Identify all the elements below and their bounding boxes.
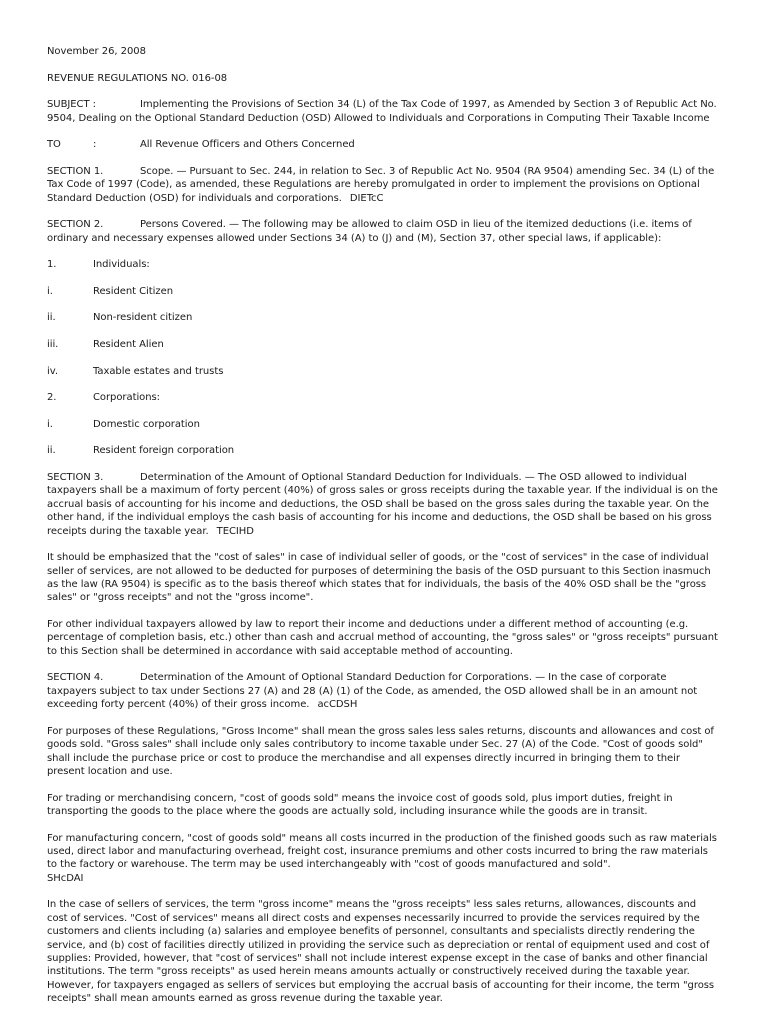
section-4-tag: acCDSH bbox=[317, 699, 358, 711]
list-marker: 1. bbox=[47, 259, 57, 271]
section-2-label: SECTION 2. bbox=[47, 219, 104, 231]
subject-text: Implementing the Provisions of Section 34 (L) of the Tax Code of 1997, as Amended by Section 3 of Republic Act No. 9504, Dealing on the Optional Standard Deduction (OSD) Allowed to Individuals and Corporations in Computing Their Taxable Income bbox=[47, 99, 717, 124]
section-3-text: Determination of the Amount of Optional Standard Deduction for Individuals. — The OSD allowed to individual taxpayers shall be a maximum of forty percent (40%) of gross sales or gross receipts during the taxable year. If the individual is on the accrual basis of accounting for his income and deductions, the OSD shall be based on the gross sales during the taxable year. On the other hand, if the individual employs the cash basis of accounting for his income and deductions, the OSD shall be based on his gross receipts during the taxable year. bbox=[47, 471, 718, 537]
list-marker: iii. bbox=[47, 338, 59, 350]
section-1-paragraph bbox=[47, 165, 719, 205]
list-text: Taxable estates and trusts bbox=[93, 365, 224, 377]
to-colon: : bbox=[93, 139, 97, 151]
subject-label: SUBJECT : bbox=[47, 99, 96, 111]
list-text: Non-resident citizen bbox=[93, 312, 193, 324]
list-marker: 2. bbox=[47, 392, 57, 404]
section-3-tag: TECIHD bbox=[216, 525, 254, 537]
to-text: All Revenue Officers and Others Concerned bbox=[140, 139, 355, 151]
to-label: TO bbox=[47, 139, 61, 151]
manufacturing-tag: SHcDAI bbox=[47, 872, 84, 884]
list-text: Individuals: bbox=[93, 259, 150, 271]
list-item bbox=[47, 285, 719, 298]
list-text: Resident Citizen bbox=[93, 285, 173, 297]
list-item bbox=[47, 311, 719, 324]
list-item bbox=[47, 365, 719, 378]
section-4-label: SECTION 4. bbox=[47, 672, 104, 684]
list-marker: iv. bbox=[47, 365, 58, 377]
section-4-paragraph bbox=[47, 671, 719, 711]
list-item bbox=[47, 418, 719, 431]
list-text: Resident foreign corporation bbox=[93, 445, 235, 457]
cost-of-sales-paragraph: It should be emphasized that the "cost of sales" in case of individual seller of goods, or the "cost of services" in the case of individual seller of services, are not allowed to be deducted for purposes of determining the basis of the OSD pursuant to this Section inasmuch as the law (RA 9504) is specific as to the basis thereof which states that for individuals, the basis of the 40% OSD shall be the "gross sales" or "gross receipts" and not the "gross income". bbox=[47, 552, 711, 604]
list-marker: ii. bbox=[47, 445, 56, 457]
subject-paragraph bbox=[47, 98, 719, 125]
gross-income-paragraph: For purposes of these Regulations, "Gross Income" shall mean the gross sales less sales returns, discounts and allowances and cost of goods sold. "Gross sales" shall include only sales contributory to income taxable under Sec. 27 (A) of the Code. "Cost of goods sold" shall include the purchase price or cost to produce the merchandise and all expenses directly incurred in bringing them to their present location and use. bbox=[47, 725, 714, 777]
regulation-number: REVENUE REGULATIONS NO. 016-08 bbox=[47, 72, 228, 84]
manufacturing-text: For manufacturing concern, "cost of goods sold" means all costs incurred in the production of the finished goods such as raw materials used, direct labor and manufacturing overhead, freight cost, insurance premiums and other costs incurred to bring the raw materials to the factory or warehouse. The term may be used interchangeably with "cost of goods manufactured and sold". bbox=[47, 832, 717, 871]
list-item bbox=[47, 444, 719, 457]
section-3-paragraph bbox=[47, 471, 719, 538]
list-item bbox=[47, 391, 719, 404]
trading-paragraph: For trading or merchandising concern, "cost of goods sold" means the invoice cost of goods sold, plus import duties, freight in transporting the goods to the place where the goods are actually sold, including insurance while the goods are in transit. bbox=[47, 792, 673, 817]
section-4-text: Determination of the Amount of Optional Standard Deduction for Corporations. — In the case of corporate taxpayers subject to tax under Sections 27 (A) and 28 (A) (1) of the Code, as amended, the OSD allowed shall be in an amount not exceeding forty percent (40%) of their gross income. bbox=[47, 672, 698, 711]
list-text: Resident Alien bbox=[93, 338, 164, 350]
list-marker: i. bbox=[47, 418, 53, 430]
manufacturing-paragraph bbox=[47, 832, 719, 886]
section-2-paragraph bbox=[47, 218, 719, 245]
section-2-text: Persons Covered. — The following may be allowed to claim OSD in lieu of the itemized deductions (i.e. items of ordinary and necessary expenses allowed under Sections 34 (A) to (J) and (M), Section 37, other special laws, if applicable): bbox=[47, 219, 692, 244]
other-individual-paragraph: For other individual taxpayers allowed by law to report their income and deductions under a different method of accounting (e.g. percentage of completion basis, etc.) other than cash and accrual method of accounting, the "gross sales" or "gross receipts" pursuant to this Section shall be determined in accordance with said acceptable method of accounting. bbox=[47, 618, 718, 657]
document-date: November 26, 2008 bbox=[47, 46, 146, 57]
to-line bbox=[47, 138, 719, 151]
list-marker: i. bbox=[47, 285, 53, 297]
list-text: Domestic corporation bbox=[93, 418, 200, 430]
list-marker: ii. bbox=[47, 312, 56, 324]
list-item bbox=[47, 258, 719, 271]
document-page bbox=[47, 45, 719, 1019]
services-paragraph: In the case of sellers of services, the term "gross income" means the "gross receipts" less sales returns, allowances, discounts and cost of services. "Cost of services" means all direct costs and expenses necessarily incurred to provide the services required by the customers and clients including (a) salaries and employee benefits of personnel, consultants and specialists directly rendering the service, and (b) cost of facilities directly utilized in providing the service such as depreciation or rental of equipment used and cost of supplies: Provided, however, that "cost of services" shall not include interest expense except in the case of banks and other financial institutions. The term "gross receipts" as used herein means amounts actually or constructively received during the taxable year. However, for taxpayers engaged as sellers of services but employing the accrual basis of accounting for their income, the term "gross receipts" shall mean amounts earned as gross revenue during the taxable year. bbox=[47, 899, 715, 1005]
section-1-text: Scope. — Pursuant to Sec. 244, in relation to Sec. 3 of Republic Act No. 9504 (RA 9504) amending Sec. 34 (L) of the Tax Code of 1997 (Code), as amended, these Regulations are hereby promulgated in order to implement the provisions on Optional Standard Deduction (OSD) for individuals and corporations. bbox=[47, 165, 715, 204]
section-1-label: SECTION 1. bbox=[47, 165, 104, 177]
section-1-tag: DIETcC bbox=[349, 192, 384, 204]
section-3-label: SECTION 3. bbox=[47, 471, 104, 483]
list-item bbox=[47, 338, 719, 351]
list-text: Corporations: bbox=[93, 392, 161, 404]
